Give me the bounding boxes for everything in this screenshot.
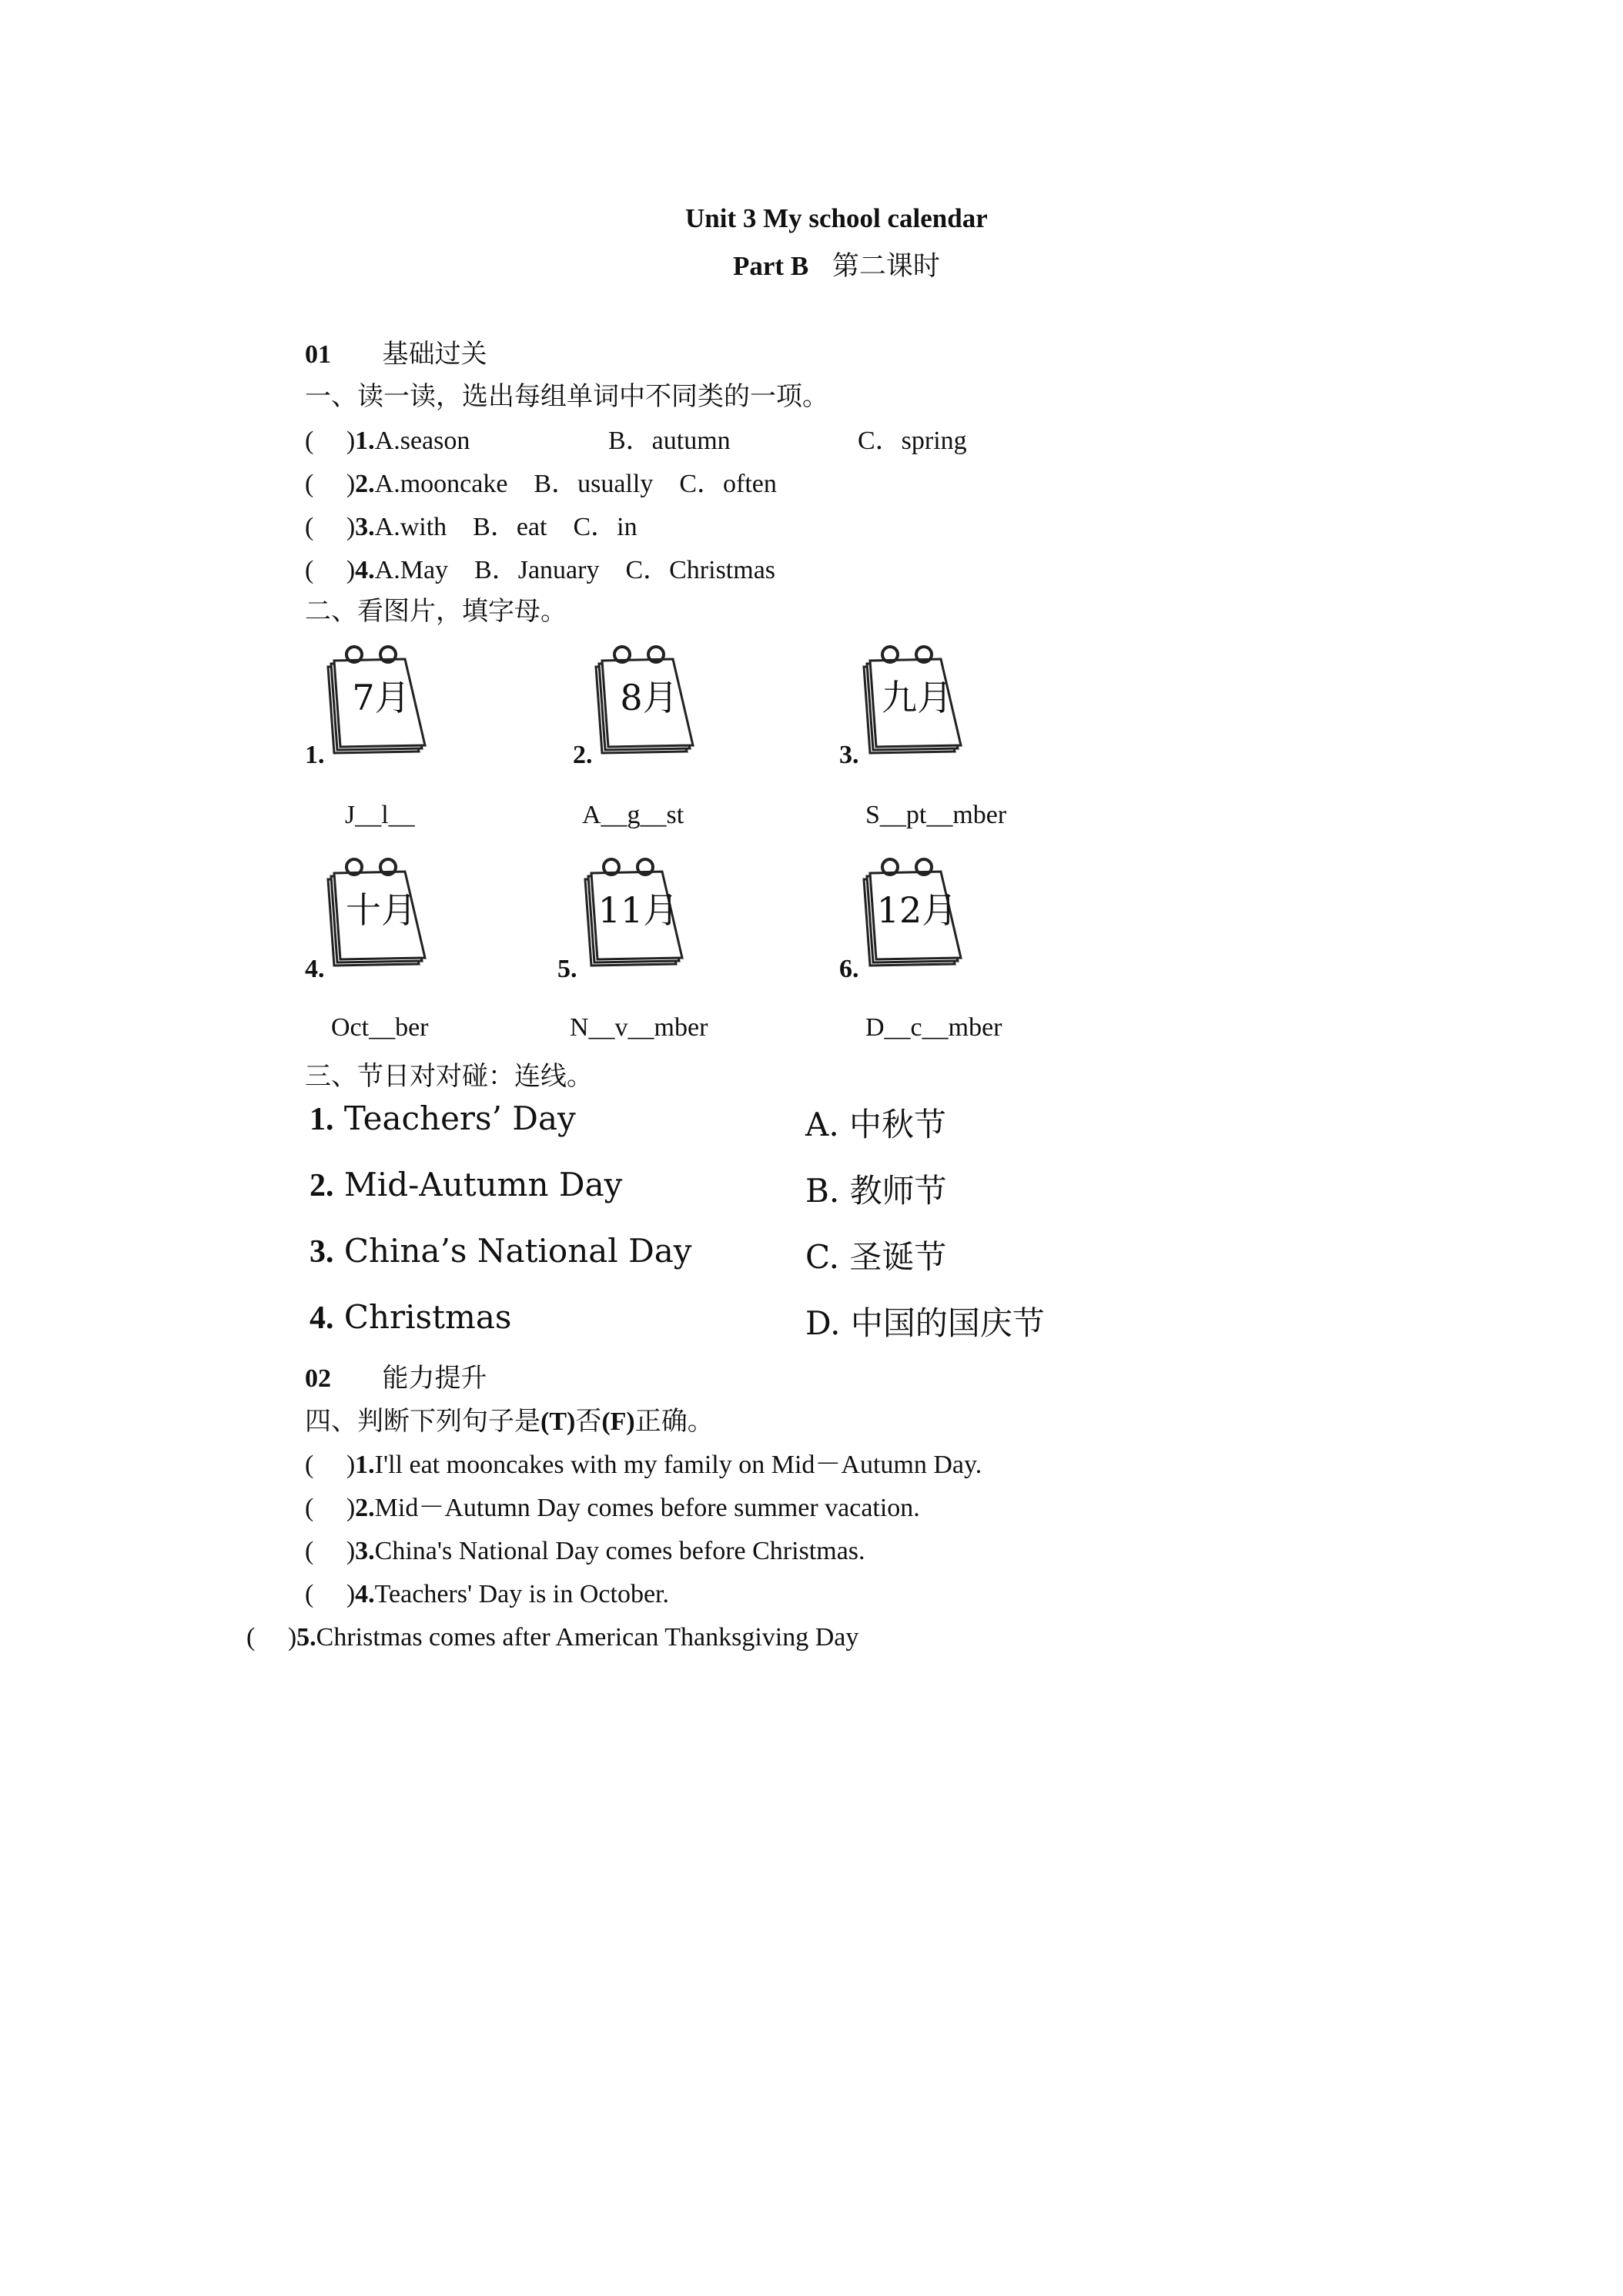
item-options: A.mooncake B．usually C．often [374,470,777,498]
q1-item-1 [305,419,470,457]
option-a: A.season [374,427,470,455]
calendar-icon [322,644,430,759]
item-letter: D. [805,1304,841,1342]
holiday-cn: 中国的国庆节 [850,1304,1045,1342]
holiday-en: Mid-Autumn Day [343,1166,623,1203]
match-left-item[interactable] [310,1232,692,1270]
answer-blank[interactable]: ( ) [305,513,356,541]
question-4-heading [305,1400,714,1438]
item-letter: C. [805,1238,839,1276]
statement: I'll eat mooncakes with my family on Mid－Autumn Day. [374,1451,982,1479]
q1-item-4 [305,548,775,586]
q2-item-number: 2. [573,741,593,769]
heading-part: 四、判断下列句子是 [305,1406,540,1437]
true-marker: (T) [540,1407,576,1436]
item-number: 4. [310,1300,334,1336]
section-01-header [305,333,487,370]
q4-item-1 [305,1443,982,1481]
statement: Mid－Autumn Day comes before summer vacation. [374,1494,920,1522]
calendar-month: 7月 [352,677,410,718]
q4-item-5 [246,1615,858,1653]
calendar-icon [858,856,965,972]
item-number: 3. [355,513,375,541]
answer-blank[interactable]: ( ) [305,1451,356,1479]
section-number: 02 [305,1364,331,1393]
page-title: Unit 3 My school calendar [685,203,988,233]
q1-item-2 [305,462,777,500]
fill-word[interactable]: D__c__mber [865,1013,1002,1042]
calendar-month: 11月 [597,889,679,931]
q4-item-4 [305,1572,669,1610]
part-label: Part B [733,251,809,281]
holiday-cn: 教师节 [849,1172,947,1210]
answer-blank[interactable]: ( ) [305,556,356,584]
question-1-heading: 一、读一读，选出每组单词中不同类的一项。 [305,381,828,412]
item-letter: B. [805,1172,840,1210]
item-number: 2. [355,1494,375,1522]
item-options: A.with B．eat C．in [374,513,637,541]
fill-word[interactable]: S__pt__mber [865,801,1007,829]
lesson-label: 第二课时 [832,251,940,282]
holiday-cn: 圣诞节 [849,1238,947,1276]
match-left-item[interactable] [310,1298,511,1337]
section-title: 能力提升 [382,1363,487,1394]
q2-item-number: 4. [305,955,325,983]
page-subtitle [733,245,940,283]
q2-item-number: 6. [839,955,859,983]
item-options: A.May B．January C．Christmas [374,556,776,584]
calendar-icon [579,856,687,972]
fill-word[interactable]: A__g__st [582,801,684,829]
calendar-month: 8月 [620,677,678,718]
holiday-en: Teachers’ Day [343,1099,576,1137]
calendar-month: 12月 [876,889,958,931]
item-number: 1. [355,1451,375,1479]
item-number: 3. [355,1537,375,1565]
statement: Christmas comes after American Thanksgiving Day [316,1623,859,1652]
item-number: 3. [310,1234,334,1270]
fill-word[interactable]: N__v__mber [570,1013,708,1042]
match-right-item[interactable] [805,1166,947,1212]
q1-item-3 [305,505,637,543]
false-marker: (F) [601,1407,635,1436]
fill-word[interactable]: J__l__ [345,801,415,829]
answer-blank[interactable]: ( ) [305,427,356,455]
match-left-item[interactable] [310,1166,622,1204]
q2-item-number: 1. [305,741,325,769]
question-2-heading: 二、看图片，填字母。 [305,596,567,627]
calendar-month: 九月 [882,677,952,718]
item-number: 1. [355,427,375,455]
item-number: 2. [355,470,375,498]
answer-blank[interactable]: ( ) [305,470,356,498]
calendar-icon [322,856,430,972]
answer-blank[interactable]: ( ) [246,1623,297,1652]
calendar-icon [590,644,698,759]
section-02-header [305,1357,487,1394]
match-right-item[interactable] [805,1298,1045,1344]
holiday-cn: 中秋节 [849,1106,947,1143]
match-right-item[interactable] [805,1099,946,1146]
q4-item-3 [305,1529,865,1567]
holiday-en: China’s National Day [343,1232,692,1270]
q4-item-2 [305,1486,920,1524]
item-number: 4. [355,1580,375,1608]
answer-blank[interactable]: ( ) [305,1580,356,1608]
item-number: 4. [355,556,375,584]
statement: Teachers' Day is in October. [374,1580,669,1608]
heading-part: 否 [575,1406,602,1437]
section-title: 基础过关 [382,339,487,370]
q2-item-number: 5. [557,955,577,983]
calendar-month: 十月 [346,889,417,931]
answer-blank[interactable]: ( ) [305,1537,356,1565]
q2-item-number: 3. [839,741,859,769]
heading-part: 正确。 [634,1406,714,1437]
item-number: 2. [310,1168,334,1203]
item-number: 1. [310,1102,334,1137]
item-number: 5. [296,1623,316,1652]
holiday-en: Christmas [343,1298,512,1336]
answer-blank[interactable]: ( ) [305,1494,356,1522]
calendar-icon [858,644,965,759]
statement: China's National Day comes before Christmas. [374,1537,865,1565]
q1-item-1-option-b: B．autumn [608,427,731,455]
match-right-item[interactable] [805,1232,946,1278]
match-left-item[interactable] [310,1099,576,1138]
question-3-heading: 三、节日对对碰：连线。 [305,1061,593,1092]
q1-item-1-option-c: C．spring [858,427,967,455]
item-letter: A. [805,1106,839,1143]
fill-word[interactable]: Oct__ber [331,1013,429,1042]
section-number: 01 [305,340,331,369]
